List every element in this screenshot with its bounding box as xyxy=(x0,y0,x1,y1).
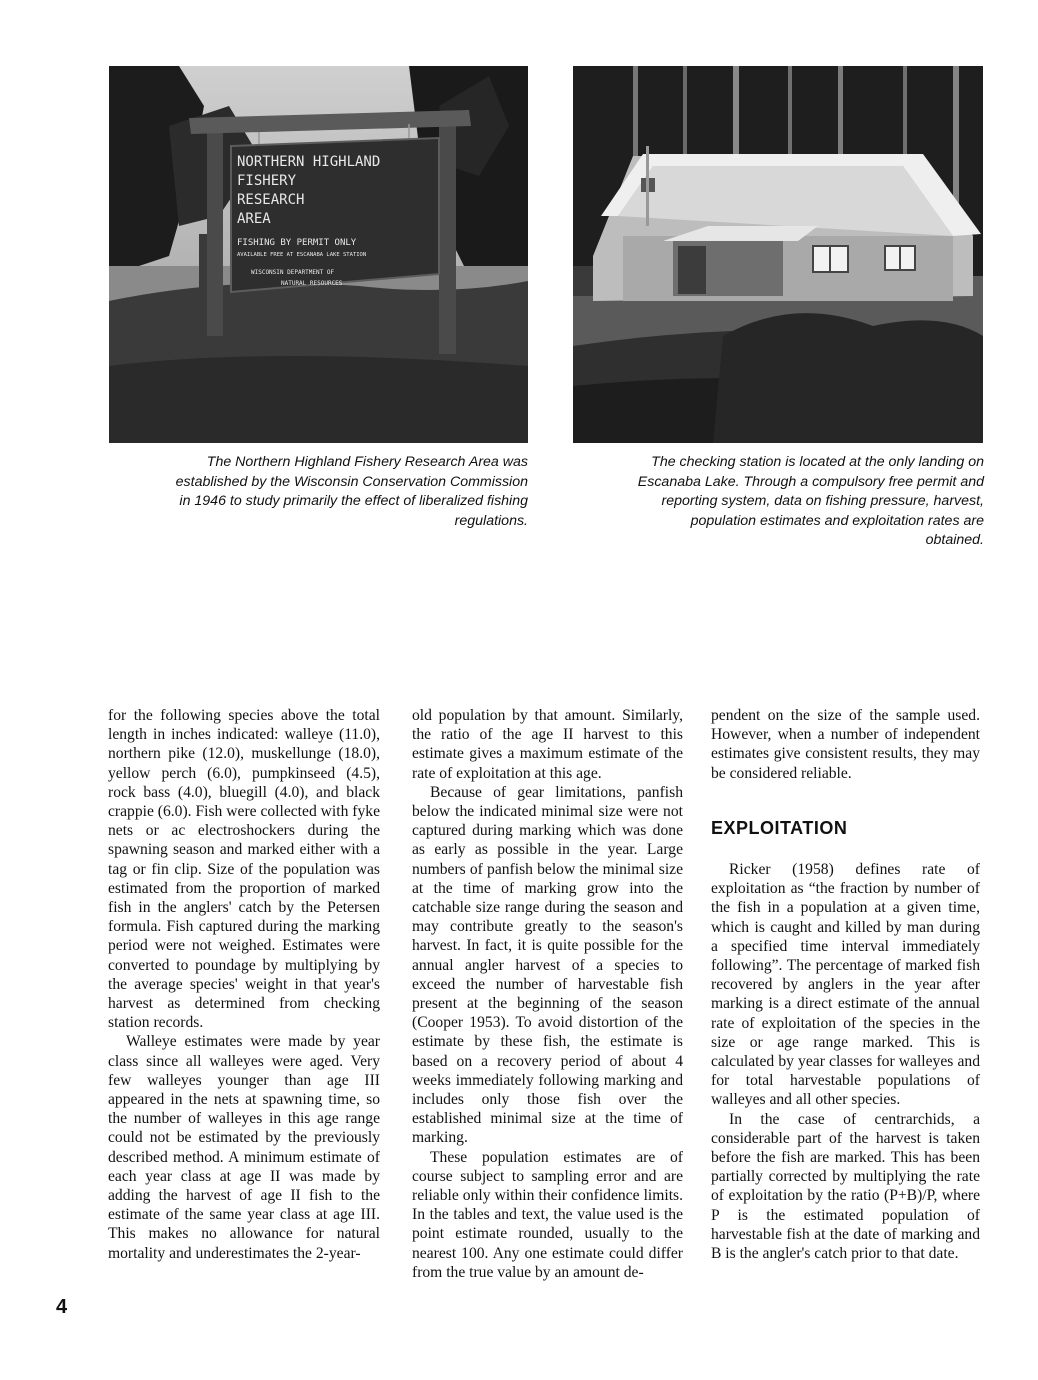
checking-station-photo xyxy=(573,66,983,443)
research-area-sign-photo xyxy=(109,66,528,443)
column1-paragraph-1: for the following species above the total length in inches indicated: walleye (11.0), northern pike (12.0), muskellunge (18.0), yellow perch (6.0), pumpkinseed (4.5), rock bass (4.0), bluegill (4.0), and black crappie (6.0). Fish were collected with fyke nets or ac electroshockers during the spawning season and marked either with a tag or fin clip. Size of the population was estimated from the proportion of marked fish in the anglers' catch by the Petersen formula. Fish captured during the marking period were not weighed. Estimates were converted to poundage by multiplying by the average species' weight in that year's harvest as determined from checking station records. xyxy=(108,707,380,1032)
column2-paragraph-2: Because of gear limitations, panfish below the indicated minimal size were not captured during marking which was done as early as possible in the year. Large numbers of panfish below the minimal size at the time of marking grow into the catchable size range during the season and may contribute greatly to the season's harvest. In fact, it is quite possible for the annual angler harvest of a species to exceed the number of harvestable fish present at the beginning of the season (Cooper 1953). To avoid distortion of the estimate by these fish, the estimate is based on a recovery period of about 4 weeks immediately following marking and includes only those fish over the established minimal size at the time of marking. xyxy=(412,783,683,1147)
sign-text-line7: WISCONSIN DEPARTMENT OF xyxy=(251,269,335,276)
column3-paragraph-2: Ricker (1958) defines rate of exploitation as “the fraction by number of the fish in a population at a given time, which is caught and killed by man during a specified time interval immediately following”. The percentage of marked fish recovered by anglers in the year after marking is a direct estimate of the annual rate of exploitation of the species in the size or age range marked. This is calculated by year classes for walleyes and for total harvestable populations of walleyes and all other species. xyxy=(711,861,980,1109)
page-number: 4 xyxy=(56,1296,68,1318)
sign-text-line6: AVAILABLE FREE AT ESCANABA LAKE STATION xyxy=(237,252,367,258)
column2-paragraph-3: These population estimates are of course subject to sampling error and are reliable only within their confidence limits. In the tables and text, the value used is the point estimate rounded, usually to the nearest 100. Any one estimate could differ from the true value by an amount de- xyxy=(412,1148,683,1281)
text-column-3 xyxy=(711,706,980,1263)
right-photo-caption: The checking station is located at the only landing on Escanaba Lake. Through a compulsory free permit and reporting system, data on fishing pressure, harvest, population estimates and exploitation rates are obtained. xyxy=(637,454,984,548)
column1-paragraph-2: Walleye estimates were made by year class since all walleyes were aged. Very few walleyes younger than age III appeared in the nets at spawning time, so the number of walleyes in this age range could not be estimated by the previously described method. A minimum estimate of each year class at age II was made by adding the harvest of age II fish to the estimate of the same year class at age III. This makes no allowance for natural mortality and underestimates the 2-year- xyxy=(108,1033,380,1262)
sign-text-line4: AREA xyxy=(237,211,271,227)
left-photo-caption: The Northern Highland Fishery Research Area was established by the Wisconsin Conservation Commission in 1946 to study primarily the effect of liberalized fishing regulations. xyxy=(175,454,528,529)
sign-text-line1: NORTHERN HIGHLAND xyxy=(237,154,381,170)
sign-text-line2: FISHERY xyxy=(237,173,297,189)
sign-text-line8: NATURAL RESOURCES xyxy=(281,280,343,287)
text-column-2 xyxy=(412,706,683,1282)
sign-text-line5: FISHING BY PERMIT ONLY xyxy=(237,238,357,248)
sign-text-line3: RESEARCH xyxy=(237,192,305,208)
text-column-1 xyxy=(108,706,380,1263)
column3-paragraph-1: pendent on the size of the sample used. However, when a number of independent estimates give consistent results, they may be considered reliable. xyxy=(711,707,980,782)
column2-paragraph-1: old population by that amount. Similarly, the ratio of the age II harvest to this estimate gives a maximum estimate of the rate of exploitation at this age. xyxy=(412,707,683,782)
column3-paragraph-3: In the case of centrarchids, a considerable part of the harvest is taken before the fish are marked. This has been partially corrected by multiplying the rate of exploitation by the ratio (P+B)/P, where P is the estimated population of harvestable fish at the date of marking and B is the angler's catch prior to that date. xyxy=(711,1110,980,1263)
section-heading-exploitation: EXPLOITATION xyxy=(711,817,848,838)
